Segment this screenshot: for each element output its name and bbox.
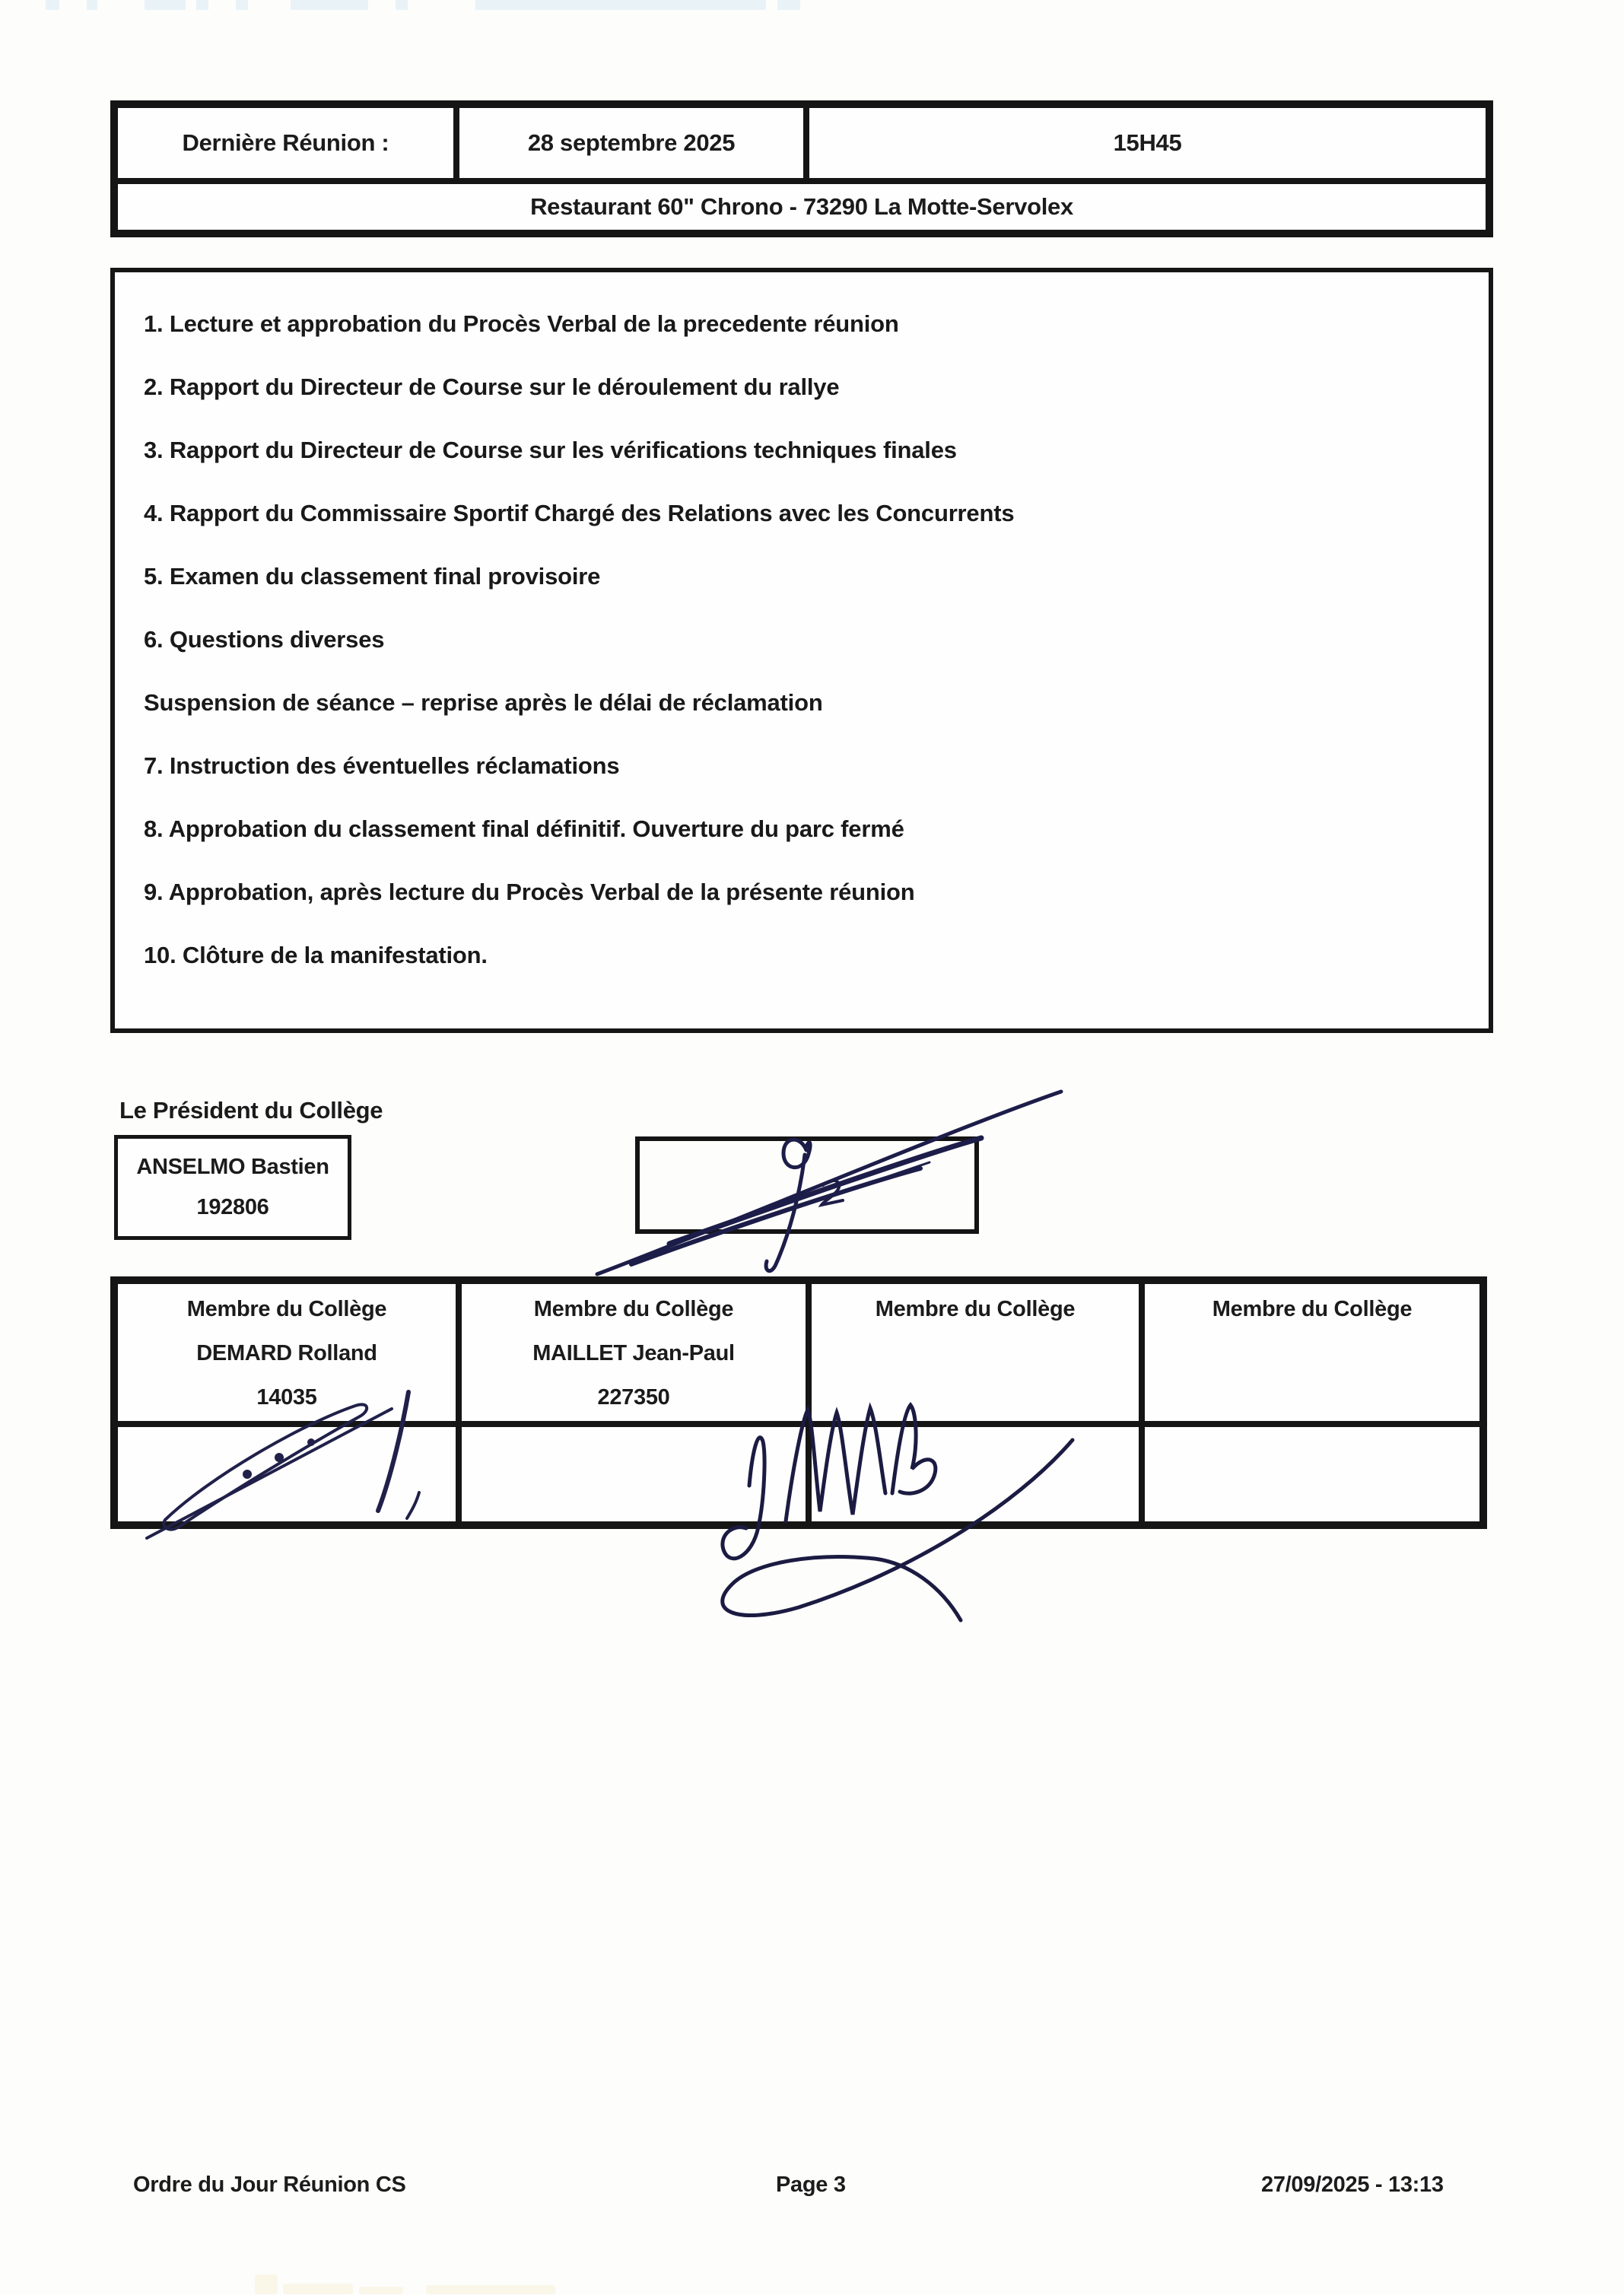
member-signature-cell bbox=[1142, 1424, 1483, 1524]
scan-artifact bbox=[777, 0, 800, 10]
scan-artifact bbox=[475, 0, 766, 10]
agenda-item: 8. Approbation du classement final définitif. Ouverture du parc fermé bbox=[144, 815, 904, 842]
last-meeting-location: Restaurant 60" Chrono - 73290 La Motte-Servolex bbox=[115, 181, 1489, 233]
member-license-number: 14035 bbox=[256, 1385, 317, 1410]
agenda-item: 1. Lecture et approbation du Procès Verbal de la precedente réunion bbox=[144, 310, 899, 337]
agenda-box bbox=[110, 268, 1493, 1033]
president-signature-box bbox=[635, 1136, 979, 1234]
member-title: Membre du Collège bbox=[533, 1297, 734, 1321]
agenda-item: 4. Rapport du Commissaire Sportif Chargé des Relations avec les Concurrents bbox=[144, 500, 1015, 526]
last-meeting-time: 15H45 bbox=[806, 105, 1489, 181]
last-meeting-label: Dernière Réunion : bbox=[115, 105, 456, 181]
member-signature-cell bbox=[115, 1424, 459, 1524]
footer-page-number: Page 3 bbox=[776, 2173, 846, 2197]
member-title: Membre du Collège bbox=[1212, 1297, 1413, 1321]
scan-artifact bbox=[359, 2287, 403, 2294]
member-column bbox=[115, 1281, 459, 1524]
last-meeting-date: 28 septembre 2025 bbox=[456, 105, 806, 181]
scan-artifact bbox=[283, 2284, 353, 2294]
scan-artifact bbox=[291, 0, 368, 10]
president-name-box bbox=[114, 1135, 351, 1240]
scan-artifact bbox=[426, 2285, 555, 2294]
agenda-item-suspension: Suspension de séance – reprise après le délai de réclamation bbox=[144, 689, 823, 716]
agenda-item: 5. Examen du classement final provisoire bbox=[144, 563, 601, 590]
scan-artifact bbox=[255, 2274, 278, 2294]
member-name: MAILLET Jean-Paul bbox=[532, 1341, 735, 1365]
member-title: Membre du Collège bbox=[875, 1297, 1076, 1321]
footer-datetime: 27/09/2025 - 13:13 bbox=[1261, 2173, 1444, 2197]
scan-artifact bbox=[87, 0, 97, 10]
president-name: ANSELMO Bastien bbox=[136, 1154, 329, 1179]
member-name: DEMARD Rolland bbox=[196, 1341, 377, 1365]
scan-artifact bbox=[236, 0, 248, 10]
agenda-item: 3. Rapport du Directeur de Course sur les vérifications techniques finales bbox=[144, 437, 957, 463]
scan-artifact bbox=[46, 0, 59, 10]
last-meeting-table bbox=[110, 100, 1493, 237]
member-signature-cell bbox=[809, 1424, 1142, 1524]
scan-artifact bbox=[145, 0, 186, 10]
member-signature-cell bbox=[459, 1424, 809, 1524]
scan-artifact bbox=[196, 0, 208, 10]
president-license-number: 192806 bbox=[196, 1195, 269, 1220]
scan-artifact bbox=[396, 0, 408, 10]
member-column bbox=[459, 1281, 809, 1524]
member-title: Membre du Collège bbox=[186, 1297, 387, 1321]
member-license-number: 227350 bbox=[597, 1385, 670, 1410]
member-info-cell bbox=[115, 1281, 459, 1424]
member-info-cell bbox=[459, 1281, 809, 1424]
agenda-item: 2. Rapport du Directeur de Course sur le déroulement du rallye bbox=[144, 373, 840, 400]
member-column bbox=[809, 1281, 1142, 1524]
member-info-cell bbox=[1142, 1281, 1483, 1424]
members-table bbox=[110, 1276, 1487, 1529]
agenda-item: 9. Approbation, après lecture du Procès Verbal de la présente réunion bbox=[144, 879, 915, 905]
member-info-cell bbox=[809, 1281, 1142, 1424]
member-column bbox=[1142, 1281, 1483, 1524]
agenda-item: 7. Instruction des éventuelles réclamations bbox=[144, 752, 620, 779]
president-heading: Le Président du Collège bbox=[119, 1097, 383, 1124]
agenda-item: 10. Clôture de la manifestation. bbox=[144, 942, 488, 968]
agenda-item: 6. Questions diverses bbox=[144, 626, 385, 653]
footer-document-title: Ordre du Jour Réunion CS bbox=[133, 2173, 406, 2197]
